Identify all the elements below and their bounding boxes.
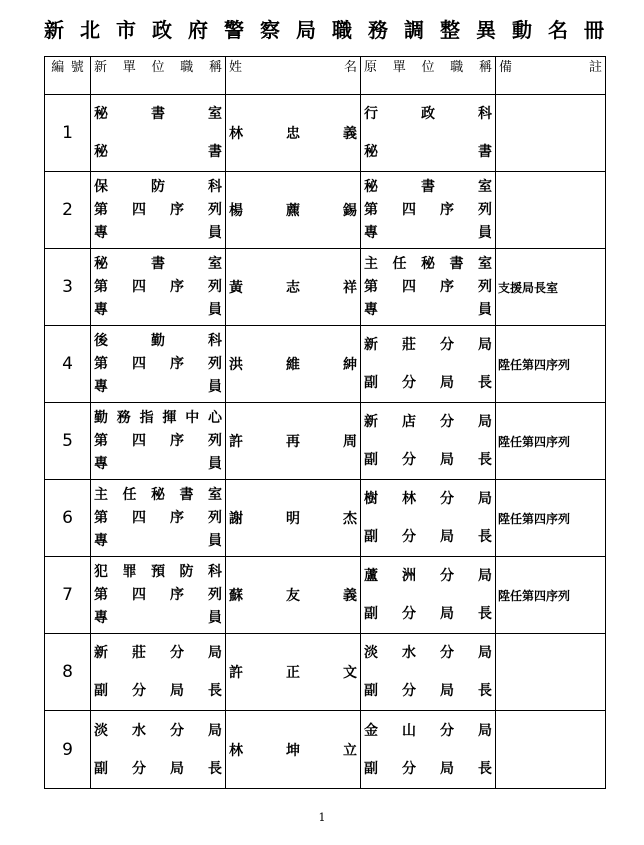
original-unit-cell-line: 新 店 分 局 — [364, 414, 492, 430]
row-number: 4 — [45, 326, 91, 403]
table-header-row — [45, 57, 606, 95]
person-name-cell — [226, 634, 361, 711]
original-unit-cell-line: 副 分 局 長 — [364, 452, 492, 468]
new-unit-cell — [91, 480, 226, 557]
header-name-first: 姓 — [229, 60, 243, 75]
original-unit-cell-line: 淡 水 分 局 — [364, 645, 492, 661]
original-unit-cell — [361, 480, 496, 557]
person-name-cell — [226, 480, 361, 557]
person-name-cell — [226, 557, 361, 634]
original-unit-cell-line: 第 四 序 列 — [364, 279, 492, 295]
new-unit-cell — [91, 249, 226, 326]
new-unit-cell-line: 專 員 — [94, 225, 222, 241]
new-unit-cell-line: 專 員 — [94, 302, 222, 318]
row-number: 2 — [45, 172, 91, 249]
new-unit-cell-line: 秘 書 室 — [94, 256, 222, 272]
original-unit-cell-line: 第 四 序 列 — [364, 202, 492, 218]
remark-text: 陞任第四序列 — [498, 357, 571, 372]
table-row — [45, 403, 606, 480]
person-name: 黃 志 祥 — [229, 280, 357, 296]
document-title: 新 北 市 政 府 警 察 局 職 務 調 整 異 動 名 冊 — [44, 18, 604, 42]
remark-text: 支援局長室 — [498, 280, 559, 295]
remark-cell — [496, 249, 606, 326]
original-unit-cell-line: 副 分 局 長 — [364, 375, 492, 391]
new-unit-cell-line: 專 員 — [94, 379, 222, 395]
table-row — [45, 249, 606, 326]
original-unit-cell-line: 副 分 局 長 — [364, 529, 492, 545]
table-row — [45, 172, 606, 249]
roster-table — [44, 56, 606, 789]
header-number: 編 號 — [45, 57, 91, 95]
header-remark-first: 備 — [499, 60, 513, 75]
original-unit-cell-line: 副 分 局 長 — [364, 760, 492, 777]
remark-text: 陞任第四序列 — [498, 511, 571, 526]
new-unit-cell-line: 新 莊 分 局 — [94, 645, 222, 661]
new-unit-cell-line: 第 四 序 列 — [94, 279, 222, 295]
person-name: 謝 明 杰 — [229, 511, 357, 527]
original-unit-cell — [361, 634, 496, 711]
new-unit-cell — [91, 557, 226, 634]
remark-text: 陞任第四序列 — [498, 588, 571, 603]
person-name-cell — [226, 249, 361, 326]
new-unit-cell-line: 第 四 序 列 — [94, 356, 222, 372]
original-unit-cell-line: 副 分 局 長 — [364, 683, 492, 699]
person-name: 許 正 文 — [229, 665, 357, 681]
person-name: 洪 維 紳 — [229, 357, 357, 373]
remark-text: 陞任第四序列 — [498, 434, 571, 449]
new-unit-cell-line: 第 四 序 列 — [94, 587, 222, 603]
original-unit-cell — [361, 326, 496, 403]
new-unit-cell-line: 副 分 局 長 — [94, 683, 222, 699]
header-original-unit: 原 單 位 職 稱 — [361, 57, 496, 95]
original-unit-cell-line: 秘 書 — [364, 144, 492, 160]
original-unit-cell-line: 金 山 分 局 — [364, 722, 492, 739]
person-name-cell — [226, 326, 361, 403]
new-unit-cell-line: 秘 書 — [94, 144, 222, 160]
original-unit-cell-line: 專 員 — [364, 302, 492, 318]
new-unit-cell-line: 第 四 序 列 — [94, 433, 222, 449]
header-remark — [496, 57, 606, 95]
new-unit-cell — [91, 634, 226, 711]
original-unit-cell-line: 蘆 洲 分 局 — [364, 568, 492, 584]
person-name-cell — [226, 711, 361, 789]
original-unit-cell-line: 秘 書 室 — [364, 179, 492, 195]
remark-cell — [496, 634, 606, 711]
table-row — [45, 326, 606, 403]
new-unit-cell — [91, 95, 226, 172]
table-row — [45, 634, 606, 711]
original-unit-cell — [361, 249, 496, 326]
remark-cell — [496, 95, 606, 172]
original-unit-cell — [361, 711, 496, 789]
remark-cell — [496, 326, 606, 403]
new-unit-cell — [91, 172, 226, 249]
new-unit-cell — [91, 711, 226, 789]
new-unit-cell-line: 後 勤 科 — [94, 333, 222, 349]
header-name-last: 名 — [343, 60, 357, 75]
row-number: 7 — [45, 557, 91, 634]
new-unit-cell-line: 第 四 序 列 — [94, 202, 222, 218]
original-unit-cell — [361, 403, 496, 480]
new-unit-cell — [91, 326, 226, 403]
table-row — [45, 711, 606, 789]
new-unit-cell-line: 犯 罪 預 防 科 — [94, 564, 222, 580]
original-unit-cell-line: 樹 林 分 局 — [364, 491, 492, 507]
table-row — [45, 557, 606, 634]
original-unit-cell — [361, 172, 496, 249]
row-number: 5 — [45, 403, 91, 480]
original-unit-cell — [361, 557, 496, 634]
row-number: 8 — [45, 634, 91, 711]
person-name: 楊 藨 錫 — [229, 203, 357, 219]
new-unit-cell-line: 淡 水 分 局 — [94, 722, 222, 739]
original-unit-cell-line: 專 員 — [364, 225, 492, 241]
remark-cell — [496, 711, 606, 789]
new-unit-cell-line: 第 四 序 列 — [94, 510, 222, 526]
new-unit-cell-line: 保 防 科 — [94, 179, 222, 195]
remark-cell — [496, 480, 606, 557]
person-name: 許 再 周 — [229, 434, 357, 450]
row-number: 3 — [45, 249, 91, 326]
remark-cell — [496, 557, 606, 634]
original-unit-cell-line: 主 任 秘 書 室 — [364, 256, 492, 272]
row-number: 6 — [45, 480, 91, 557]
new-unit-cell-line: 專 員 — [94, 456, 222, 472]
person-name: 林 坤 立 — [229, 742, 357, 759]
original-unit-cell — [361, 95, 496, 172]
person-name: 林 忠 義 — [229, 126, 357, 142]
person-name-cell — [226, 172, 361, 249]
new-unit-cell-line: 勤 務 指 揮 中 心 — [94, 410, 222, 426]
row-number: 9 — [45, 711, 91, 789]
table-row — [45, 95, 606, 172]
original-unit-cell-line: 行 政 科 — [364, 106, 492, 122]
remark-cell — [496, 403, 606, 480]
row-number: 1 — [45, 95, 91, 172]
new-unit-cell-line: 主 任 秘 書 室 — [94, 487, 222, 503]
table-row — [45, 480, 606, 557]
person-name-cell — [226, 403, 361, 480]
new-unit-cell-line: 專 員 — [94, 533, 222, 549]
original-unit-cell-line: 副 分 局 長 — [364, 606, 492, 622]
person-name-cell — [226, 95, 361, 172]
header-remark-last: 註 — [588, 60, 602, 75]
header-new-unit: 新 單 位 職 稱 — [91, 57, 226, 95]
new-unit-cell — [91, 403, 226, 480]
new-unit-cell-line: 專 員 — [94, 610, 222, 626]
header-name — [226, 57, 361, 95]
person-name: 蘇 友 義 — [229, 588, 357, 604]
new-unit-cell-line: 秘 書 室 — [94, 106, 222, 122]
remark-cell — [496, 172, 606, 249]
page-number: 1 — [318, 811, 326, 824]
original-unit-cell-line: 新 莊 分 局 — [364, 337, 492, 353]
new-unit-cell-line: 副 分 局 長 — [94, 760, 222, 777]
